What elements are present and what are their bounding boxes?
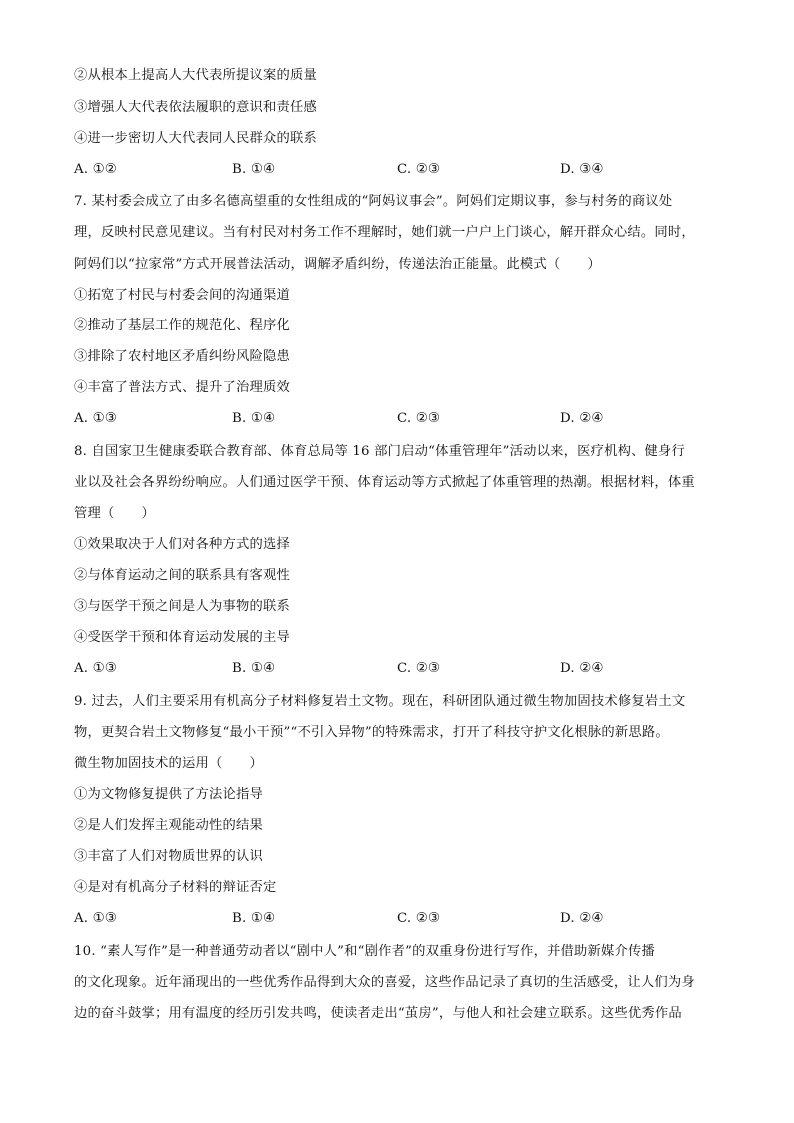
question-stem: 管理（ ） bbox=[74, 506, 155, 521]
option-c: C. ②③ bbox=[397, 661, 440, 676]
statement: ④丰富了普法方式、提升了治理质效 bbox=[74, 380, 290, 395]
option-a: A. ①③ bbox=[74, 411, 117, 426]
statement: ③排除了农村地区矛盾纠纷风险隐患 bbox=[74, 349, 290, 364]
question-stem: 物，更契合岩土文物修复“最小干预”“不引入异物”的特殊需求，打开了科技守护文化根脉的新思路。 bbox=[74, 725, 669, 740]
question-stem: 边的奋斗鼓掌；用有温度的经历引发共鸣，使读者走出“茧房”，与他人和社会建立联系。这些优秀作品 bbox=[74, 1006, 682, 1021]
statement: ③与医学干预之间是人为事物的联系 bbox=[74, 599, 290, 614]
option-b: B. ①④ bbox=[232, 911, 276, 926]
statement: ④是对有机高分子材料的辩证否定 bbox=[74, 880, 277, 895]
question-stem: 的文化现象。近年涌现出的一些优秀作品得到大众的喜爱，这些作品记录了真切的生活感受，让人们为身 bbox=[74, 975, 695, 990]
answer-options bbox=[74, 660, 734, 678]
question-stem: 7. 某村委会成立了由多名德高望重的女性组成的“阿妈议事会”。阿妈们定期议事，参与村务的商议处 bbox=[74, 194, 673, 209]
option-a: A. ①② bbox=[74, 162, 117, 177]
question-stem: 阿妈们以“拉家常”方式开展普法活动，调解矛盾纠纷，传递法治正能量。此模式（ ） bbox=[74, 257, 601, 272]
option-a: A. ①③ bbox=[74, 911, 117, 926]
statement: ④进一步密切人大代表同人民群众的联系 bbox=[74, 131, 317, 146]
statement: ③增强人大代表依法履职的意识和责任感 bbox=[74, 100, 317, 115]
question-stem: 业以及社会各界纷纷响应。人们通过医学干预、体育运动等方式掀起了体重管理的热潮。根据材料，体重 bbox=[74, 475, 695, 490]
question-stem: 10. “素人写作”是一种普通劳动者以“剧中人”和“剧作者”的双重身份进行写作，并借助新媒介传播 bbox=[74, 944, 656, 959]
question-stem: 理，反映村民意见建议。当有村民对村务工作不理解时，她们就一户户上门谈心，解开群众心结。同时， bbox=[74, 225, 695, 240]
option-d: D. ②④ bbox=[560, 411, 604, 426]
option-c: C. ②③ bbox=[397, 162, 440, 177]
statement: ②与体育运动之间的联系具有客观性 bbox=[74, 568, 290, 583]
option-b: B. ①④ bbox=[232, 661, 276, 676]
statement: ①效果取决于人们对各种方式的选择 bbox=[74, 537, 290, 552]
question-stem: 微生物加固技术的运用（ ） bbox=[74, 756, 263, 771]
option-c: C. ②③ bbox=[397, 411, 440, 426]
answer-options bbox=[74, 161, 734, 179]
option-c: C. ②③ bbox=[397, 911, 440, 926]
answer-options bbox=[74, 410, 734, 428]
question-stem: 8. 自国家卫生健康委联合教育部、体育总局等 16 部门启动“体重管理年”活动以来，医疗机构、健身行 bbox=[74, 444, 686, 459]
statement: ②从根本上提高人大代表所提议案的质量 bbox=[74, 68, 317, 83]
option-b: B. ①④ bbox=[232, 411, 276, 426]
statement: ②推动了基层工作的规范化、程序化 bbox=[74, 318, 290, 333]
statement: ①拓宽了村民与村委会间的沟通渠道 bbox=[74, 288, 290, 303]
answer-options bbox=[74, 910, 734, 928]
option-b: B. ①④ bbox=[232, 162, 276, 177]
option-d: D. ③④ bbox=[560, 162, 604, 177]
option-a: A. ①③ bbox=[74, 661, 117, 676]
option-d: D. ②④ bbox=[560, 661, 604, 676]
statement: ②是人们发挥主观能动性的结果 bbox=[74, 818, 263, 833]
statement: ④受医学干预和体育运动发展的主导 bbox=[74, 630, 290, 645]
statement: ①为文物修复提供了方法论指导 bbox=[74, 787, 263, 802]
statement: ③丰富了人们对物质世界的认识 bbox=[74, 849, 263, 864]
option-d: D. ②④ bbox=[560, 911, 604, 926]
question-stem: 9. 过去，人们主要采用有机高分子材料修复岩土文物。现在，科研团队通过微生物加固技术修复岩土文 bbox=[74, 694, 686, 709]
